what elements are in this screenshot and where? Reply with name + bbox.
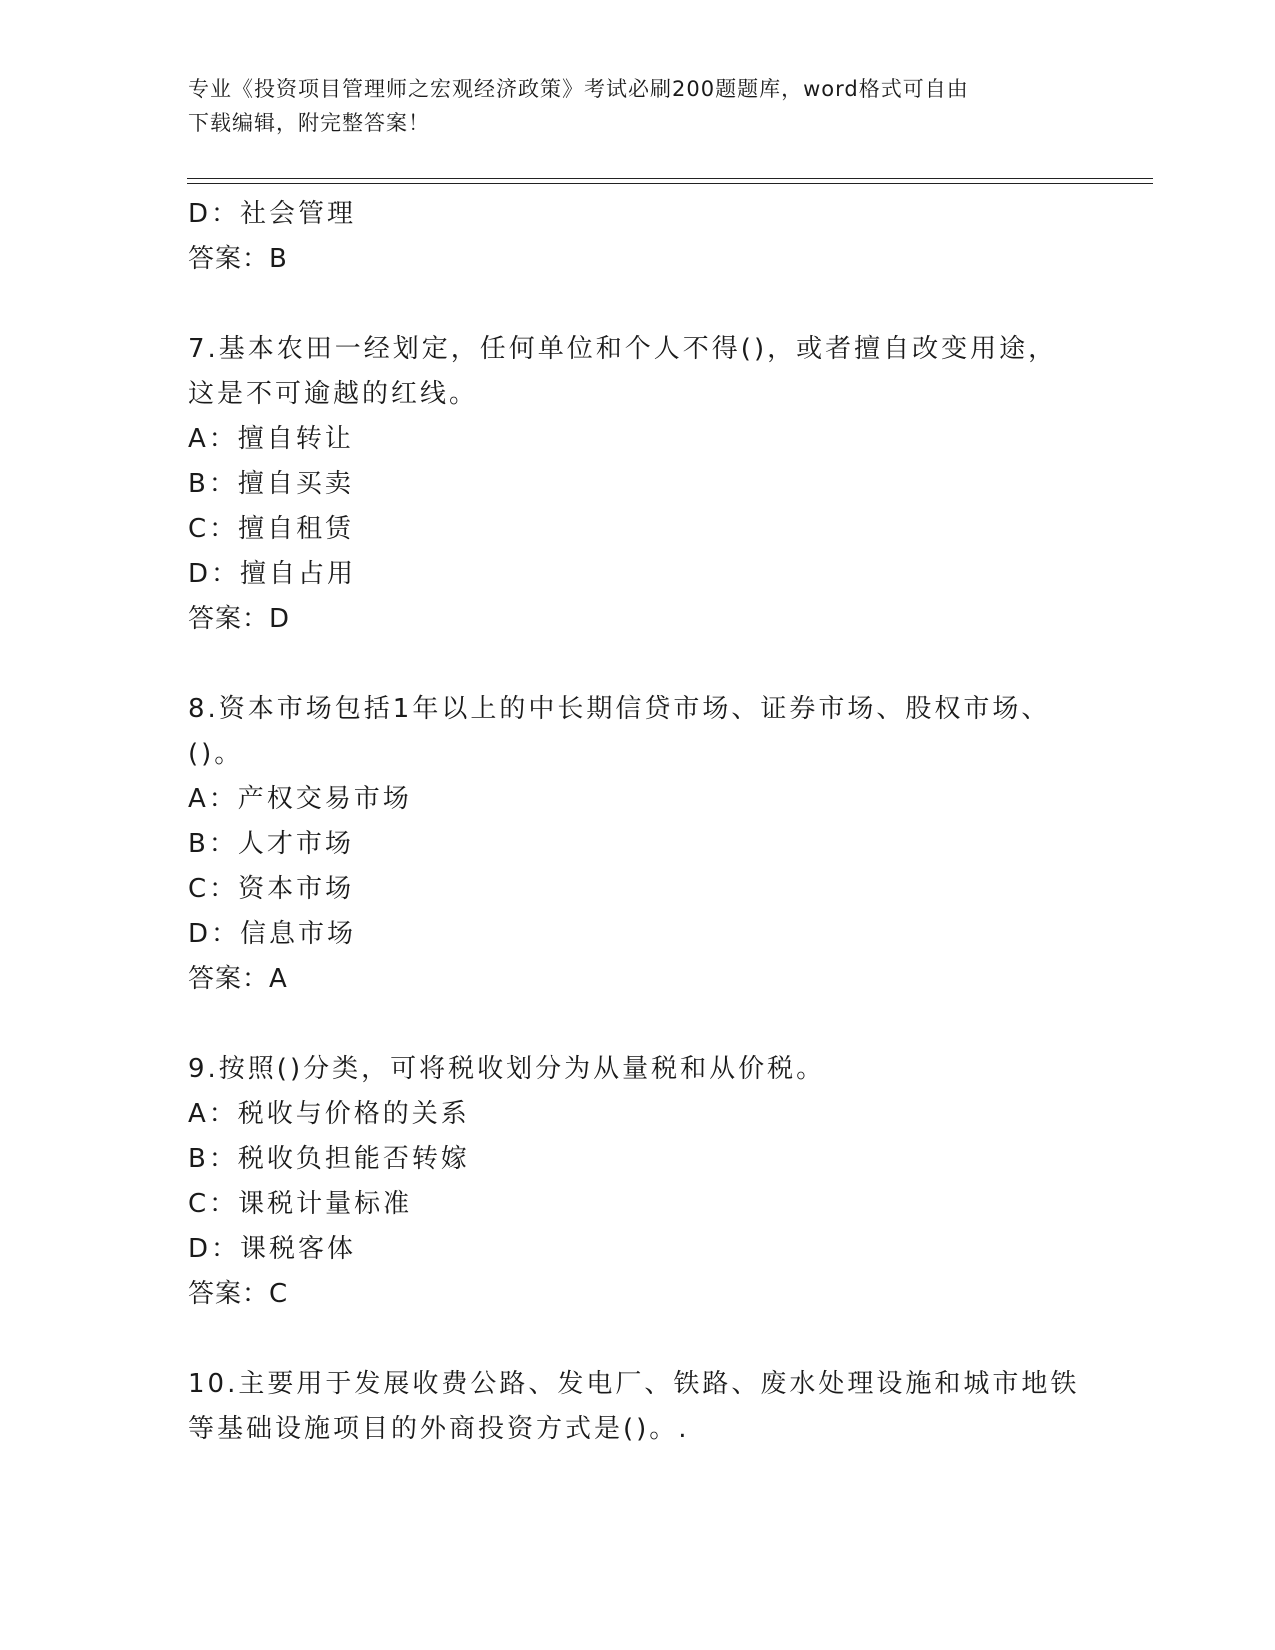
q8-stem-line-1: 8.资本市场包括1年以上的中长期信贷市场、证券市场、股权市场、 bbox=[188, 694, 1051, 724]
q8-option-b: B：人才市场 bbox=[188, 829, 354, 859]
q7-option-b: B：擅自买卖 bbox=[188, 469, 354, 499]
q7-option-a: A：擅自转让 bbox=[188, 424, 354, 454]
q7-option-c: C：擅自租赁 bbox=[188, 514, 355, 544]
q8-stem-line-2: ()。 bbox=[188, 739, 244, 769]
q9-option-b: B：税收负担能否转嫁 bbox=[188, 1144, 470, 1174]
q9-option-c: C：课税计量标准 bbox=[188, 1189, 413, 1219]
q7-stem-line-2: 这是不可逾越的红线。 bbox=[188, 379, 479, 409]
page-header bbox=[188, 72, 1088, 140]
prev-question-answer: 答案：B bbox=[188, 244, 288, 274]
q9-option-d: D：课税客体 bbox=[188, 1234, 357, 1264]
q9-stem-line-1: 9.按照()分类，可将税收划分为从量税和从价税。 bbox=[188, 1054, 826, 1084]
q9-answer: 答案：C bbox=[188, 1279, 289, 1309]
header-divider-bottom bbox=[187, 183, 1153, 184]
q7-option-d: D：擅自占用 bbox=[188, 559, 357, 589]
q8-option-c: C：资本市场 bbox=[188, 874, 355, 904]
q7-stem-line-1: 7.基本农田一经划定，任何单位和个人不得()，或者擅自改变用途， bbox=[188, 334, 1058, 364]
prev-question-option-d: D：社会管理 bbox=[188, 199, 357, 229]
q7-answer: 答案：D bbox=[188, 604, 291, 634]
q9-option-a: A：税收与价格的关系 bbox=[188, 1099, 470, 1129]
header-divider-top bbox=[187, 178, 1153, 179]
header-line-2: 下载编辑，附完整答案！ bbox=[188, 111, 430, 135]
q8-option-d: D：信息市场 bbox=[188, 919, 357, 949]
q10-stem-line-1: 10.主要用于发展收费公路、发电厂、铁路、废水处理设施和城市地铁 bbox=[188, 1369, 1080, 1399]
q10-stem-line-2: 等基础设施项目的外商投资方式是()。. bbox=[188, 1414, 690, 1444]
q8-option-a: A：产权交易市场 bbox=[188, 784, 412, 814]
header-line-1: 专业《投资项目管理师之宏观经济政策》考试必刷200题题库，word格式可自由 bbox=[188, 77, 969, 101]
q8-answer: 答案：A bbox=[188, 964, 288, 994]
